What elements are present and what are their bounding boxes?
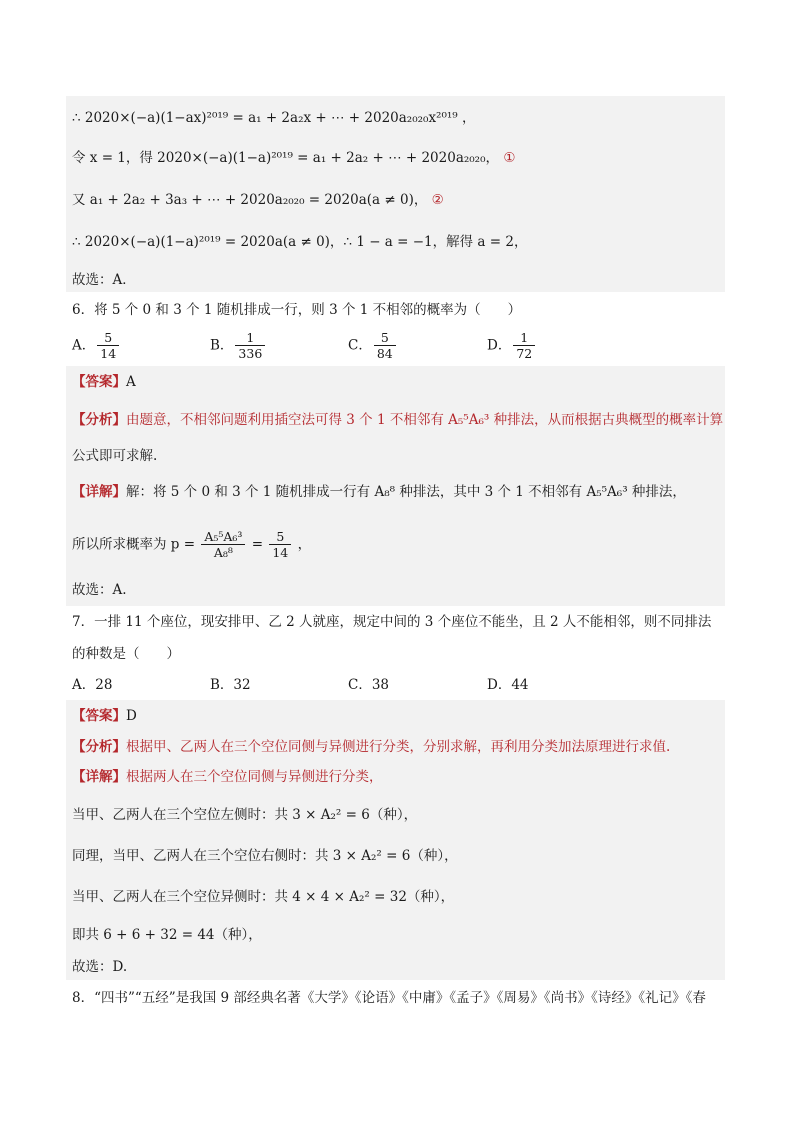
solution-line-1: ∴ 2020×(−a)(1−ax)²⁰¹⁹ = a₁ + 2a₂x + ⋯ + 2020a₂₀₂₀x²⁰¹⁹ ， (72, 110, 476, 126)
solution-conclusion: 故选：A． (72, 272, 136, 288)
question-6-stem: 6．将 5 个 0 和 3 个 1 随机排成一行，则 3 个 1 不相邻的概率为（ ） (72, 302, 522, 318)
q7-option-b: B．32 (210, 677, 251, 693)
q6-analysis-line-1 (72, 410, 723, 430)
q6-analysis-line-2: 公式即可求解. (72, 448, 158, 464)
answer-tag: 【答案】 (72, 374, 126, 390)
solution-line-4: ∴ 2020×(−a)(1−a)²⁰¹⁹ = 2020a(a ≠ 0)，∴ 1 − a = −1，解得 a = 2， (72, 234, 528, 250)
analysis-tag: 【分析】 (72, 739, 126, 755)
q7-option-c: C．38 (348, 677, 390, 693)
q6-detail-line-1 (72, 482, 686, 502)
q6-option-b (210, 330, 267, 361)
equation-mark-2: ② (431, 192, 444, 208)
q6-option-a-fraction (97, 330, 119, 361)
solution-line-3 (72, 190, 444, 210)
q6-probability-result-den: 14 (272, 545, 289, 560)
q6-option-a-num: 5 (97, 330, 119, 346)
q7-case-left: 当甲、乙两人在三个空位左侧时：共 3 × A₂² = 6（种）， (72, 807, 418, 823)
q6-conclusion: 故选：A. (72, 582, 127, 598)
solution-line-2 (72, 148, 515, 168)
q6-option-b-num: 1 (235, 330, 265, 346)
q6-option-b-fraction (235, 330, 265, 361)
q7-conclusion: 故选：D. (72, 959, 128, 975)
q6-probability-equals: = (251, 536, 264, 553)
q6-analysis-text: 由题意，不相邻问题利用插空法可得 3 个 1 不相邻有 A₅⁵A₆³ 种排法，从而根据古典概型的概率计算 (126, 412, 724, 428)
q7-analysis (72, 737, 670, 757)
q6-option-a-den: 14 (100, 346, 117, 361)
q6-option-d-label: D． (487, 337, 512, 354)
q7-detail (72, 767, 383, 787)
question-7-stem-line-2: 的种数是（ ） (72, 646, 180, 662)
q7-case-opposite: 当甲、乙两人在三个空位异侧时：共 4 × 4 × A₂² = 32（种）， (72, 889, 455, 905)
q6-probability-fraction (201, 529, 245, 560)
q7-detail-text: 根据两人在三个空位同侧与异侧进行分类， (126, 769, 383, 785)
detail-tag: 【详解】 (72, 484, 126, 500)
q6-answer-value: A (126, 374, 136, 390)
q6-option-c (348, 330, 398, 361)
q6-option-c-num: 5 (374, 330, 396, 346)
q6-probability-den: A₈⁸ (213, 545, 233, 560)
question-8-stem: 8．“四书”“五经”是我国 9 部经典名著《大学》《论语》《中庸》《孟子》《周易》《尚书》《诗经》《礼记》《春 (72, 990, 706, 1006)
q6-probability-num: A₅⁵A₆³ (201, 529, 245, 545)
q6-option-d (487, 330, 537, 361)
q6-option-c-label: C． (348, 337, 372, 354)
q6-option-a-label: A． (72, 337, 96, 354)
q6-option-b-den: 336 (238, 346, 263, 361)
detail-tag: 【详解】 (72, 769, 126, 785)
answer-tag: 【答案】 (72, 708, 126, 724)
q6-option-d-fraction (513, 330, 535, 361)
q6-detail-line-2 (72, 526, 311, 563)
solution-line-3-text: 又 a₁ + 2a₂ + 3a₃ + ⋯ + 2020a₂₀₂₀ = 2020a(a ≠ 0)， (72, 192, 428, 208)
q6-probability-result (269, 529, 291, 560)
q7-answer (72, 706, 137, 726)
q7-total: 即共 6 + 6 + 32 = 44（种）， (72, 927, 262, 943)
q6-detail-text: 解：将 5 个 0 和 3 个 1 随机排成一行有 A₈⁸ 种排法，其中 3 个 1 不相邻有 A₅⁵A₆³ 种排法， (126, 484, 686, 500)
q7-option-d: D．44 (487, 677, 529, 693)
q6-probability-label: 所以所求概率为 p = (72, 536, 196, 553)
solution-line-2-text: 令 x = 1，得 2020×(−a)(1−a)²⁰¹⁹ = a₁ + 2a₂ + ⋯ + 2020a₂₀₂₀， (72, 150, 500, 166)
q6-option-b-label: B． (210, 337, 234, 354)
q7-analysis-text: 根据甲、乙两人在三个空位同侧与异侧进行分类，分别求解，再利用分类加法原理进行求值. (126, 739, 671, 755)
analysis-tag: 【分析】 (72, 412, 126, 428)
q6-probability-result-num: 5 (269, 529, 291, 545)
q6-answer (72, 372, 136, 392)
q6-option-d-num: 1 (513, 330, 535, 346)
q7-answer-value: D (126, 708, 137, 724)
q6-probability-comma: ， (297, 536, 312, 553)
q6-option-d-den: 72 (516, 346, 533, 361)
q6-option-c-den: 84 (376, 346, 393, 361)
equation-mark-1: ① (503, 150, 516, 166)
q7-option-a: A．28 (72, 677, 113, 693)
q6-option-c-fraction (374, 330, 396, 361)
q7-case-right: 同理，当甲、乙两人在三个空位右侧时：共 3 × A₂² = 6（种）， (72, 848, 458, 864)
q6-option-a (72, 330, 121, 361)
question-7-stem-line-1: 7．一排 11 个座位，现安排甲、乙 2 人就座，规定中间的 3 个座位不能坐，且 2 人不能相邻，则不同排法 (72, 614, 712, 630)
